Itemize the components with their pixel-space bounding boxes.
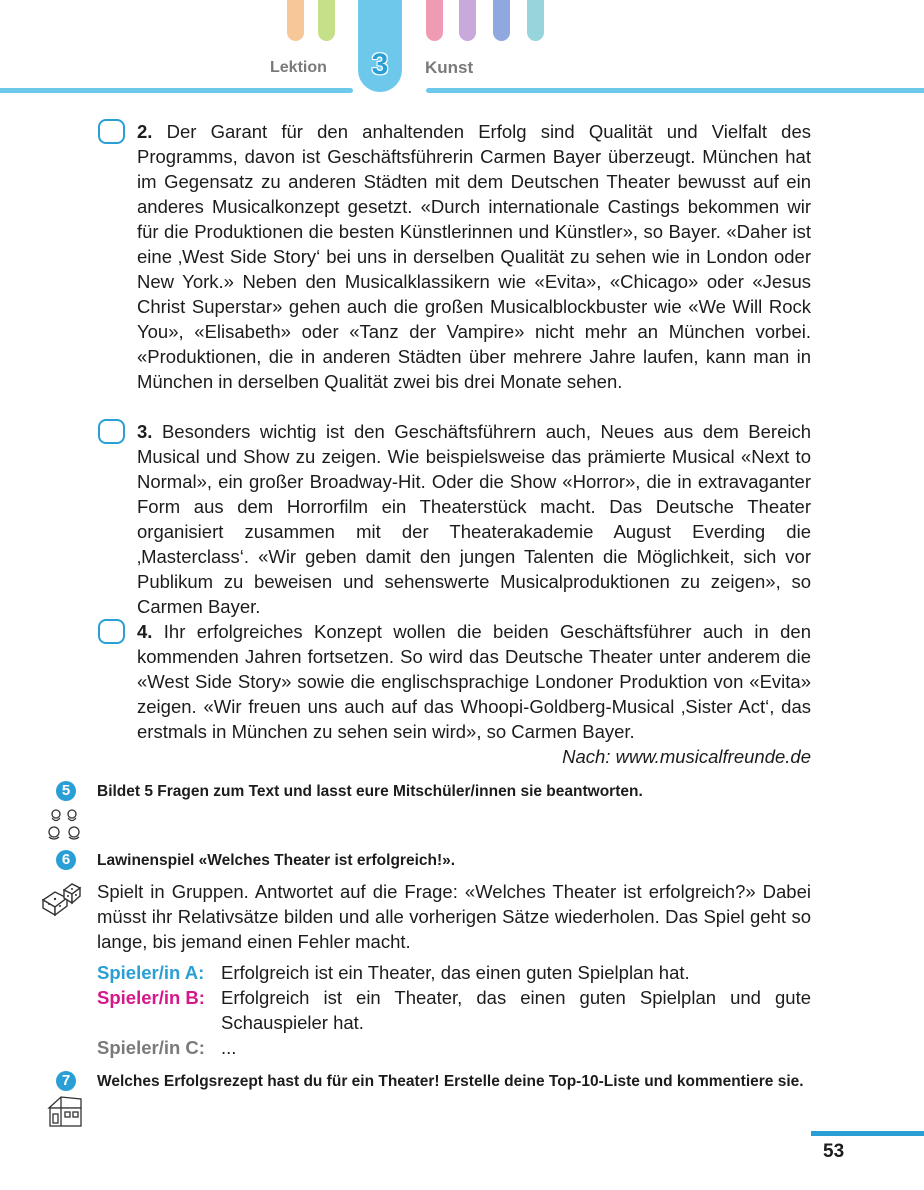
paragraph-2 [137,119,811,394]
paragraph-3 [137,419,811,619]
task-5-instruction: Bildet 5 Fragen zum Text und lasst eure Mitschüler/innen sie beantworten. [97,783,643,800]
color-tab-green [318,0,335,41]
task-6-title: Lawinenspiel «Welches Theater ist erfolgreich!». [97,852,456,869]
color-tab-teal [527,0,544,41]
speaker-a-label: Spieler/in A: [97,962,205,983]
header-rule-left [0,88,353,93]
task-number-7: 7 [56,1071,76,1091]
speaker-a-text: Erfolgreich ist ein Theater, das einen guten Spielplan hat. [221,962,690,983]
paragraph-text: Der Garant für den anhaltenden Erfolg sind Qualität und Vielfalt des Programms, davon ist Geschäftsführerin Carmen Bayer überzeugt. München hat im Gegensatz zu anderen Städten mit dem Deutschen Theater bewusst auf ein anderes Musicalkonzept gesetzt. «Durch internationale Castings bekommen wir für die Produktionen die besten Künstlerinnen und Künstler», so Bayer. «Daher ist eine ‚West Side Story‘ bei uns in derselben Qualität zu sehen wie in London oder New York.» Neben den Musicalklassikern wie «Evita», «Chicago» oder «Jesus Christ Superstar» gehen auch die großen Musicalblockbuster wie «We Will Rock You», «Elisabeth» oder «Tanz der Vampire» nicht mehr an München vorbei. «Produktionen, die in anderen Städten über mehrere Jahre laufen, kann man in München in derselben Qualität zwei bis drei Monate sehen. [137,121,812,392]
paragraph-4 [137,619,811,744]
house-homework-icon [47,1094,83,1128]
pair-work-icon [44,806,84,842]
topic-label: Kunst [425,58,474,77]
speaker-c-label: Spieler/in C: [97,1037,205,1058]
lesson-number: 3 [371,48,389,81]
source-citation: Nach: www.musicalfreunde.de [562,746,811,767]
task-number-6: 6 [56,850,76,870]
color-tab-purple [459,0,476,41]
color-tab-blue [493,0,510,41]
color-tab-pink [426,0,443,41]
speaker-b-label: Spieler/in B: [97,987,205,1008]
paragraph-text: Ihr erfolgreiches Konzept wollen die beiden Geschäftsführer auch in den kommenden Jahren fortsetzen. So wird das Deutsche Theater unter anderem die «West Side Story» sowie die englischsprachige Londoner Produktion von «Evita» zeigen. «Wir freuen uns auch auf das Whoopi-Goldberg-Musical ‚Sister Act‘, das erstmals in München zu sehen sein wird», so Carmen Bayer. [137,621,811,742]
task-6-instructions: Spielt in Gruppen. Antwortet auf die Frage: «Welches Theater ist erfolgreich?» Dabei müsst ihr Relativsätze bilden und alle vorherigen Sätze wiederholen. Das Spiel geht so lange, bis jemand einen Fehler macht. [97,881,811,952]
page-number: 53 [823,1141,845,1162]
answer-checkbox-4[interactable] [98,619,125,644]
header-rule-right [426,88,924,93]
footer-rule [811,1131,924,1136]
answer-checkbox-2[interactable] [98,119,125,144]
paragraph-number: 4. [137,621,153,642]
speaker-c-text: ... [221,1037,237,1058]
task-number-5: 5 [56,781,76,801]
paragraph-text: Besonders wichtig ist den Geschäftsführern auch, Neues aus dem Bereich Musical und Show zu zeigen. Wie beispielsweise das prämierte Musical «Next to Normal», ein großer Broadway-Hit. Oder die Show «Horror», die in extravaganter Form aus dem Horrorfilm ein Theaterstück macht. Das Deutsche Theater organisiert zusammen mit der Theaterakademie August Everding die ‚Masterclass‘. «Wir geben damit den jungen Talenten die Möglichkeit, sich vor Publikum zu beweisen und sehenswerte Musicalproduktionen zu zeigen», so Carmen Bayer. [137,421,812,617]
paragraph-number: 3. [137,421,153,442]
dice-icon [40,882,82,916]
paragraph-number: 2. [137,121,153,142]
task-7-instruction: Welches Erfolgsrezept hast du für ein Theater! Erstelle deine Top-10-Liste und kommentiere sie. [97,1073,804,1090]
answer-checkbox-3[interactable] [98,419,125,444]
color-tab-orange [287,0,304,41]
speaker-b-text: Erfolgreich ist ein Theater, das einen guten Spielplan und gute Schauspieler hat. [221,987,811,1033]
lektion-label: Lektion [270,59,327,76]
